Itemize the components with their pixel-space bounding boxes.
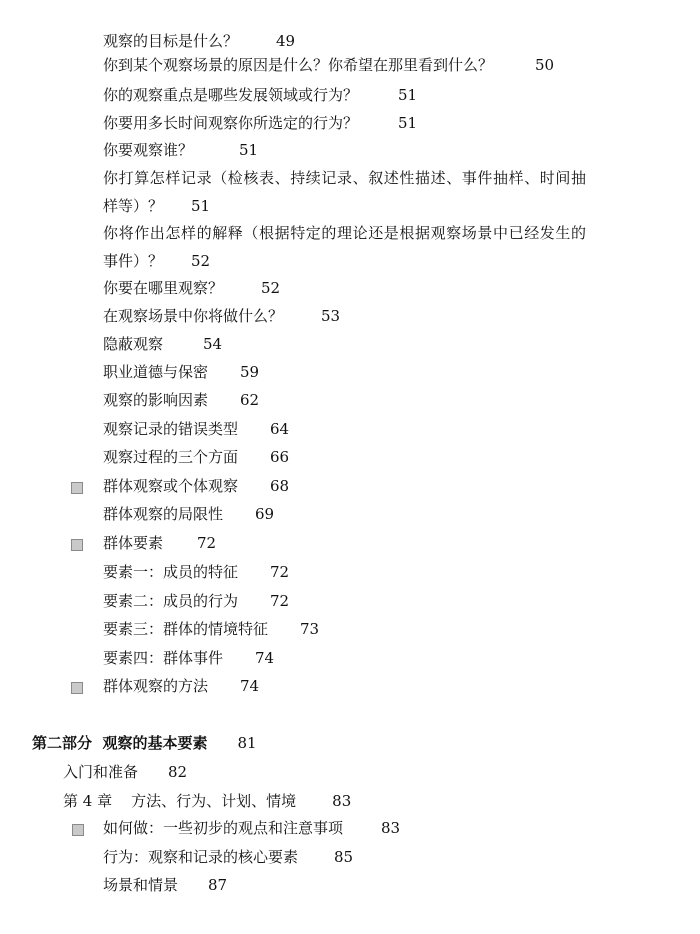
toc-entry-title: 群体观察或个体观察 [103, 477, 239, 495]
toc-entry-page: 83 [332, 792, 352, 810]
toc-entry [103, 419, 289, 439]
toc-entry [103, 390, 259, 410]
toc-entry-page: 59 [240, 363, 260, 381]
toc-entry-page: 64 [270, 420, 290, 438]
toc-entry-page: 51 [239, 141, 259, 159]
toc-entry-title: 要素一：成员的特征 [103, 563, 239, 581]
toc-entry [103, 447, 289, 467]
toc-entry [103, 140, 258, 160]
toc-entry-title: 你的观察重点是哪些发展领域或行为？ [103, 86, 359, 104]
square-bullet-icon [71, 482, 83, 494]
toc-entry-page: 51 [191, 197, 211, 215]
toc-entry-page: 72 [270, 563, 290, 581]
toc-entry-page: 81 [237, 734, 257, 752]
toc-entry [103, 55, 554, 75]
toc-entry-page: 82 [168, 763, 188, 781]
toc-entry [103, 818, 400, 838]
toc-entry-title: 群体要素 [103, 534, 164, 552]
toc-entry-page: 52 [191, 252, 211, 270]
toc-entry-title-line1: 你打算怎样记录（检核表、持续记录、叙述性描述、事件抽样、时间抽 [103, 169, 587, 187]
toc-entry-title: 第 4 章 方法、行为、计划、情境 [63, 792, 297, 810]
square-bullet-icon [72, 824, 84, 836]
toc-chapter-heading [63, 791, 351, 811]
toc-entry-page: 68 [270, 477, 290, 495]
toc-entry-page: 69 [255, 505, 275, 523]
toc-entry-page: 49 [276, 32, 296, 50]
toc-entry [103, 362, 259, 382]
toc-entry-page: 72 [197, 534, 217, 552]
toc-entry [103, 562, 289, 582]
toc-entry [103, 113, 417, 133]
toc-entry [103, 648, 274, 668]
toc-entry-title: 隐蔽观察 [103, 335, 164, 353]
toc-entry-page: 52 [261, 279, 281, 297]
toc-entry-page: 83 [381, 819, 401, 837]
toc-entry [103, 278, 280, 298]
toc-entry-page: 72 [270, 592, 290, 610]
toc-entry [103, 334, 222, 354]
toc-entry [103, 591, 289, 611]
toc-entry-title: 你要用多长时间观察你所选定的行为？ [103, 114, 359, 132]
toc-entry-title: 要素四：群体事件 [103, 649, 224, 667]
toc-entry-page: 51 [398, 86, 418, 104]
toc-entry-page: 73 [300, 620, 320, 638]
toc-entry-page: 74 [240, 677, 260, 695]
toc-entry-title: 入门和准备 [63, 763, 139, 781]
toc-entry-wrapped [103, 168, 685, 216]
toc-entry [103, 31, 295, 51]
toc-entry-title: 行为：观察和记录的核心要素 [103, 848, 299, 866]
toc-entry-title: 你要在哪里观察？ [103, 279, 224, 297]
toc-entry [103, 85, 417, 105]
toc-entry-title: 要素二：成员的行为 [103, 592, 239, 610]
toc-entry-title: 如何做：一些初步的观点和注意事项 [103, 819, 344, 837]
toc-entry-title-line2: 事件）？ [103, 252, 164, 270]
toc-entry-wrapped [103, 223, 685, 271]
toc-entry-title: 观察过程的三个方面 [103, 448, 239, 466]
toc-entry-title-line2: 样等）？ [103, 197, 164, 215]
toc-entry-page: 66 [270, 448, 290, 466]
toc-entry-page: 54 [203, 335, 223, 353]
toc-entry [103, 504, 274, 524]
toc-entry-title: 群体观察的方法 [103, 677, 209, 695]
toc-entry-page: 85 [334, 848, 354, 866]
toc-entry-page: 74 [255, 649, 275, 667]
toc-entry-title: 你要观察谁？ [103, 141, 194, 159]
toc-entry [63, 762, 187, 782]
toc-entry-page: 87 [208, 876, 228, 894]
toc-entry-page: 51 [398, 114, 418, 132]
toc-entry [103, 847, 353, 867]
toc-entry-title-line1: 你将作出怎样的解释（根据特定的理论还是根据观察场景中已经发生的 [103, 224, 587, 242]
toc-entry-page: 62 [240, 391, 260, 409]
square-bullet-icon [71, 539, 83, 551]
toc-entry [103, 875, 227, 895]
toc-entry [103, 533, 216, 553]
toc-entry-title: 场景和情景 [103, 876, 179, 894]
toc-entry-page: 50 [535, 56, 555, 74]
toc-entry-title: 职业道德与保密 [103, 363, 209, 381]
toc-entry [103, 676, 259, 696]
toc-part-heading [32, 733, 257, 753]
square-bullet-icon [71, 682, 83, 694]
toc-entry-title: 观察的目标是什么？ [103, 32, 239, 50]
toc-entry [103, 306, 340, 326]
toc-entry-title: 你到某个观察场景的原因是什么？你希望在那里看到什么？ [103, 56, 494, 74]
toc-entry [103, 619, 319, 639]
toc-entry-title: 第二部分 观察的基本要素 [32, 734, 208, 752]
toc-entry-title: 在观察场景中你将做什么？ [103, 307, 284, 325]
toc-entry [103, 476, 289, 496]
toc-entry-title: 要素三：群体的情境特征 [103, 620, 269, 638]
toc-entry-title: 群体观察的局限性 [103, 505, 224, 523]
toc-entry-page: 53 [321, 307, 341, 325]
toc-entry-title: 观察的影响因素 [103, 391, 209, 409]
toc-entry-title: 观察记录的错误类型 [103, 420, 239, 438]
